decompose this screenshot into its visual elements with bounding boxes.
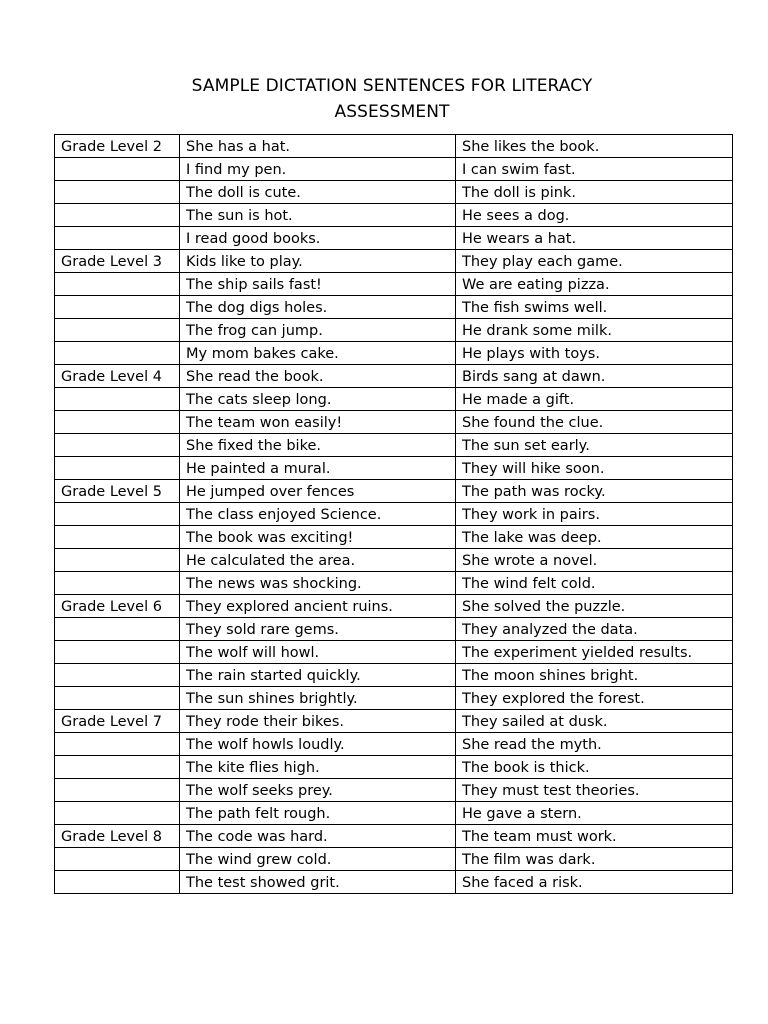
sentence-cell-right: They will hike soon. (456, 457, 733, 480)
sentence-cell-left: The sun is hot. (180, 204, 456, 227)
title-line-1: SAMPLE DICTATION SENTENCES FOR LITERACY (191, 76, 593, 96)
sentence-cell-left: The dog digs holes. (180, 296, 456, 319)
sentence-cell-left: They explored ancient ruins. (180, 595, 456, 618)
grade-level-cell: Grade Level 7 (55, 710, 180, 733)
sentence-cell-right: She found the clue. (456, 411, 733, 434)
table-row (55, 480, 733, 503)
sentence-cell-right: They work in pairs. (456, 503, 733, 526)
grade-level-cell (55, 342, 180, 365)
table-row (55, 411, 733, 434)
sentence-cell-left: The sun shines brightly. (180, 687, 456, 710)
sentence-cell-left: The wind grew cold. (180, 848, 456, 871)
grade-level-cell: Grade Level 8 (55, 825, 180, 848)
sentence-cell-right: She read the myth. (456, 733, 733, 756)
grade-level-cell (55, 733, 180, 756)
grade-level-cell (55, 181, 180, 204)
table-row (55, 181, 733, 204)
table-row (55, 687, 733, 710)
table-row (55, 779, 733, 802)
sentence-cell-left: The doll is cute. (180, 181, 456, 204)
page-title (0, 73, 768, 125)
sentence-cell-right: He sees a dog. (456, 204, 733, 227)
sentence-cell-left: The test showed grit. (180, 871, 456, 894)
table-row (55, 342, 733, 365)
sentence-cell-left: The class enjoyed Science. (180, 503, 456, 526)
table-row (55, 526, 733, 549)
sentence-cell-right: The film was dark. (456, 848, 733, 871)
sentence-cell-right: We are eating pizza. (456, 273, 733, 296)
grade-level-cell (55, 687, 180, 710)
grade-level-cell (55, 296, 180, 319)
sentence-cell-right: She wrote a novel. (456, 549, 733, 572)
grade-level-cell (55, 549, 180, 572)
grade-level-cell (55, 503, 180, 526)
sentence-cell-right: She solved the puzzle. (456, 595, 733, 618)
sentence-cell-left: My mom bakes cake. (180, 342, 456, 365)
table-row (55, 250, 733, 273)
table-row (55, 273, 733, 296)
sentence-cell-right: The doll is pink. (456, 181, 733, 204)
table-row (55, 871, 733, 894)
table-row (55, 572, 733, 595)
sentence-cell-right: She likes the book. (456, 135, 733, 158)
sentence-cell-right: He drank some milk. (456, 319, 733, 342)
grade-level-cell (55, 756, 180, 779)
table-row (55, 319, 733, 342)
grade-level-cell (55, 779, 180, 802)
sentence-cell-left: She fixed the bike. (180, 434, 456, 457)
sentence-cell-right: He wears a hat. (456, 227, 733, 250)
sentence-cell-right: They analyzed the data. (456, 618, 733, 641)
table-row (55, 595, 733, 618)
sentence-cell-left: Kids like to play. (180, 250, 456, 273)
sentence-cell-left: The frog can jump. (180, 319, 456, 342)
grade-level-cell (55, 572, 180, 595)
sentence-cell-left: The book was exciting! (180, 526, 456, 549)
sentence-cell-right: The path was rocky. (456, 480, 733, 503)
grade-level-cell (55, 802, 180, 825)
sentence-cell-right: Birds sang at dawn. (456, 365, 733, 388)
table-row (55, 365, 733, 388)
sentence-cell-left: The wolf seeks prey. (180, 779, 456, 802)
grade-level-cell: Grade Level 6 (55, 595, 180, 618)
grade-level-cell: Grade Level 5 (55, 480, 180, 503)
grade-level-cell (55, 618, 180, 641)
sentence-cell-right: The experiment yielded results. (456, 641, 733, 664)
table-row (55, 802, 733, 825)
sentence-cell-right: He plays with toys. (456, 342, 733, 365)
sentence-cell-left: The cats sleep long. (180, 388, 456, 411)
table-row (55, 733, 733, 756)
sentence-cell-left: She has a hat. (180, 135, 456, 158)
table-row (55, 825, 733, 848)
dictation-table (54, 134, 733, 894)
grade-level-cell (55, 319, 180, 342)
table-row (55, 549, 733, 572)
table-row (55, 641, 733, 664)
grade-level-cell (55, 871, 180, 894)
grade-level-cell (55, 204, 180, 227)
grade-level-cell: Grade Level 4 (55, 365, 180, 388)
sentence-cell-right: The sun set early. (456, 434, 733, 457)
sentence-cell-right: I can swim fast. (456, 158, 733, 181)
grade-level-cell (55, 411, 180, 434)
sentence-cell-left: I read good books. (180, 227, 456, 250)
table-row (55, 848, 733, 871)
grade-level-cell: Grade Level 3 (55, 250, 180, 273)
grade-level-cell: Grade Level 2 (55, 135, 180, 158)
grade-level-cell (55, 526, 180, 549)
table-row (55, 618, 733, 641)
table-row (55, 227, 733, 250)
dictation-table-body (55, 135, 733, 894)
sentence-cell-right: The fish swims well. (456, 296, 733, 319)
sentence-cell-left: He calculated the area. (180, 549, 456, 572)
table-row (55, 434, 733, 457)
grade-level-cell (55, 434, 180, 457)
table-row (55, 204, 733, 227)
sentence-cell-right: The lake was deep. (456, 526, 733, 549)
sentence-cell-left: The code was hard. (180, 825, 456, 848)
table-row (55, 135, 733, 158)
sentence-cell-left: They rode their bikes. (180, 710, 456, 733)
sentence-cell-left: The kite flies high. (180, 756, 456, 779)
sentence-cell-right: They sailed at dusk. (456, 710, 733, 733)
sentence-cell-left: I find my pen. (180, 158, 456, 181)
sentence-cell-right: The moon shines bright. (456, 664, 733, 687)
title-line-2: ASSESSMENT (334, 102, 450, 122)
sentence-cell-right: The team must work. (456, 825, 733, 848)
table-row (55, 710, 733, 733)
sentence-cell-left: She read the book. (180, 365, 456, 388)
grade-level-cell (55, 158, 180, 181)
sentence-cell-right: He gave a stern. (456, 802, 733, 825)
sentence-cell-right: He made a gift. (456, 388, 733, 411)
sentence-cell-left: He painted a mural. (180, 457, 456, 480)
sentence-cell-right: The book is thick. (456, 756, 733, 779)
table-row (55, 756, 733, 779)
sentence-cell-right: The wind felt cold. (456, 572, 733, 595)
table-row (55, 457, 733, 480)
grade-level-cell (55, 641, 180, 664)
sentence-cell-left: He jumped over fences (180, 480, 456, 503)
sentence-cell-right: They explored the forest. (456, 687, 733, 710)
sentence-cell-left: The ship sails fast! (180, 273, 456, 296)
sentence-cell-right: She faced a risk. (456, 871, 733, 894)
sentence-cell-left: The news was shocking. (180, 572, 456, 595)
grade-level-cell (55, 273, 180, 296)
sentence-cell-left: The rain started quickly. (180, 664, 456, 687)
table-row (55, 388, 733, 411)
grade-level-cell (55, 848, 180, 871)
grade-level-cell (55, 227, 180, 250)
sentence-cell-left: The wolf howls loudly. (180, 733, 456, 756)
sentence-cell-left: The team won easily! (180, 411, 456, 434)
sentence-cell-left: The path felt rough. (180, 802, 456, 825)
table-row (55, 664, 733, 687)
sentence-cell-right: They must test theories. (456, 779, 733, 802)
table-row (55, 503, 733, 526)
sentence-cell-right: They play each game. (456, 250, 733, 273)
sentence-cell-left: The wolf will howl. (180, 641, 456, 664)
grade-level-cell (55, 457, 180, 480)
table-row (55, 158, 733, 181)
grade-level-cell (55, 664, 180, 687)
grade-level-cell (55, 388, 180, 411)
sentence-cell-left: They sold rare gems. (180, 618, 456, 641)
table-row (55, 296, 733, 319)
